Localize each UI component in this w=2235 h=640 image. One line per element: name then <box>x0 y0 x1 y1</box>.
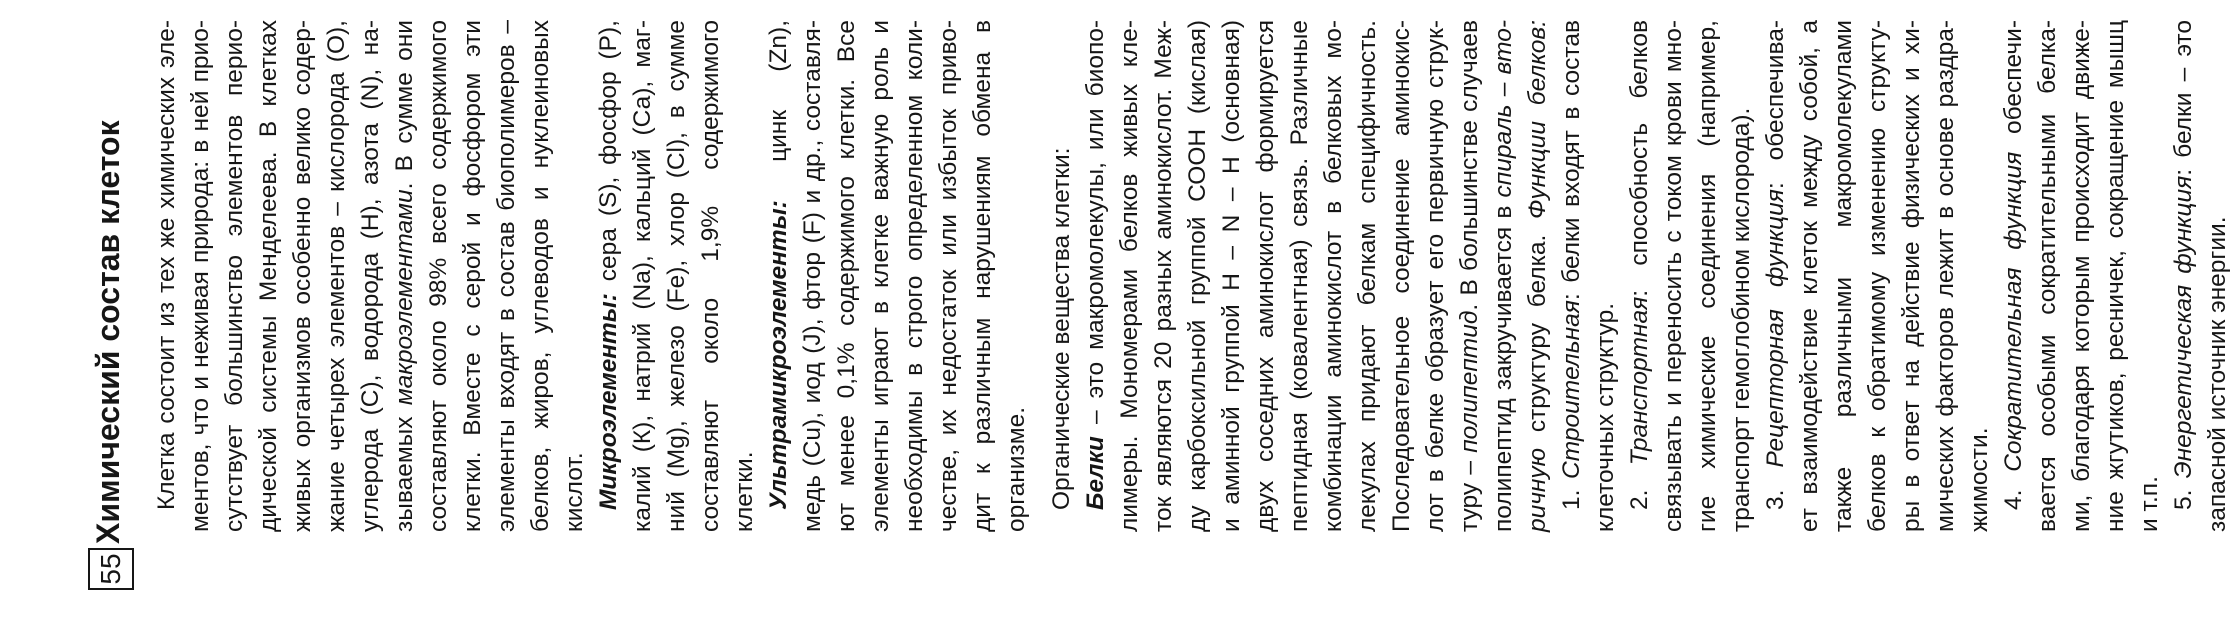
text-line <box>1895 20 1929 532</box>
text-line <box>218 20 252 532</box>
text-line <box>1861 20 1895 532</box>
text-segment: ет взаимодействие клеток между собой, а <box>1796 20 1823 532</box>
text-line <box>2167 20 2201 532</box>
text-segment: живых организмов особенно велико содер- <box>289 20 316 532</box>
text-segment: медь (Сu), иод (J), фтор (F) и др., составля- <box>799 20 826 532</box>
text-line <box>1555 20 1589 532</box>
text-segment: Ультрамикроэлементы: <box>765 200 792 510</box>
text-line <box>1929 20 1963 532</box>
text-line <box>762 20 796 532</box>
text-column-left <box>150 20 1034 532</box>
text-segment: составляют около 1,9% содержимого <box>697 20 724 532</box>
text-segment: клеточных структур. <box>1592 302 1619 532</box>
text-line <box>1521 20 1555 532</box>
text-segment: элементы играют в клетке важную роль и <box>867 20 894 532</box>
text-line <box>286 20 320 532</box>
text-line <box>1079 20 1113 532</box>
text-segment: : белки – это <box>2170 20 2197 176</box>
text-line <box>592 20 626 532</box>
text-segment: жимости. <box>1966 427 1993 532</box>
text-segment: также различными макромолекулами <box>1830 20 1857 532</box>
text-line <box>1419 20 1453 532</box>
text-segment: полипептид <box>1456 310 1483 453</box>
text-line <box>2031 20 2065 532</box>
text-segment: сутствует большинство элементов перио- <box>221 20 248 532</box>
text-line <box>2201 20 2235 532</box>
text-line <box>660 20 694 532</box>
text-line <box>1000 20 1034 532</box>
text-segment: Органические вещества клетки: <box>1048 147 1075 510</box>
text-line <box>1283 20 1317 532</box>
text-segment: 1. <box>1558 479 1585 510</box>
text-segment: спираль – вто- <box>1490 20 1517 198</box>
text-segment: 2. <box>1626 465 1653 510</box>
text-segment: : обеспечива- <box>1762 20 1789 190</box>
text-segment: сера (S), фосфор (Р), <box>595 20 622 294</box>
text-segment: туру – <box>1456 452 1483 532</box>
text-segment: структуру белка. <box>1524 218 1551 448</box>
text-segment: транспорт гемоглобином кислорода). <box>1728 107 1755 532</box>
text-segment: полипептид закручивается в <box>1490 197 1517 532</box>
text-segment: ментов, что и неживая природа: в ней прио- <box>187 20 214 532</box>
text-line <box>1759 20 1793 532</box>
text-segment: ют менее 0,1% содержимого клетки. Все <box>833 20 860 532</box>
text-line <box>728 20 762 532</box>
text-segment: обеспечи- <box>2000 20 2027 152</box>
page-number-box: 55 <box>88 548 134 590</box>
text-line <box>864 20 898 532</box>
text-segment: зываемых <box>391 405 418 532</box>
text-segment: ричную <box>1524 447 1551 532</box>
text-segment: . В сумме они <box>391 20 418 190</box>
text-line <box>184 20 218 532</box>
text-line <box>1589 20 1623 532</box>
text-segment: Рецепторная функция <box>1762 189 1789 468</box>
text-segment: запасной источник энергии. <box>2204 216 2231 532</box>
page-title: Химический состав клеток <box>90 120 126 544</box>
text-segment: Микроэлементы: <box>595 293 622 510</box>
text-segment: лекулах придают белкам специфичность. <box>1354 20 1381 532</box>
text-segment: и аминной группой Н – N – Н (основная) <box>1218 20 1245 532</box>
text-line <box>1827 20 1861 532</box>
text-segment: элементы входят в состав биополимеров – <box>493 20 520 532</box>
text-segment: комбинации аминокислот в белковых мо- <box>1320 20 1347 532</box>
text-segment: макроэлементами <box>391 189 418 406</box>
text-segment: белков к обратимому изменению структу- <box>1864 20 1891 532</box>
text-segment: лот в белке образует его первичную струк- <box>1422 20 1449 532</box>
text-line <box>694 20 728 532</box>
text-line <box>150 20 184 532</box>
text-segment: необходимы в строго определенном коли- <box>901 20 928 532</box>
text-segment: . В большинстве случаев <box>1456 20 1483 311</box>
text-segment: белков, жиров, углеводов и нуклеиновых <box>527 20 554 532</box>
text-segment: жание четырех элементов – кислорода (О), <box>323 20 350 532</box>
text-segment: организме. <box>1003 406 1030 532</box>
text-segment: Сократительная функция <box>2000 151 2027 472</box>
text-segment: и т.п. <box>2136 476 2163 532</box>
text-segment: ний (Mg), железо (Fe), хлор (Cl), в сумме <box>663 20 690 532</box>
text-line <box>490 20 524 532</box>
text-line <box>1793 20 1827 532</box>
text-line <box>2099 20 2133 532</box>
text-segment: Строительная <box>1558 300 1585 479</box>
text-line <box>796 20 830 532</box>
text-segment: пептидная (ковалентная) связь. Различные <box>1286 20 1313 532</box>
text-line <box>898 20 932 532</box>
text-segment: связывать и переносить с током крови мно- <box>1660 20 1687 532</box>
text-line <box>626 20 660 532</box>
text-segment: вается особыми сократительными белка- <box>2034 20 2061 532</box>
text-line <box>1385 20 1419 532</box>
text-segment: : белки входят в состав <box>1558 20 1585 301</box>
text-segment: двух соседних аминокислот формируется <box>1252 20 1279 532</box>
text-line <box>1725 20 1759 532</box>
text-line <box>2065 20 2099 532</box>
text-segment: ми, благодаря которым происходит движе- <box>2068 20 2095 532</box>
text-segment: 5. <box>2170 478 2197 510</box>
text-segment: ду карбоксильной группой СООН (кислая) <box>1184 20 1211 532</box>
text-line <box>966 20 1000 532</box>
text-segment: Белки <box>1082 436 1109 510</box>
text-line <box>422 20 456 532</box>
text-line <box>1963 20 1997 532</box>
text-segment: ры в ответ на действие физических и хи- <box>1898 20 1925 532</box>
text-segment: калий (К), натрий (Na), кальций (Са), маг- <box>629 20 656 532</box>
text-column-right <box>1045 20 2235 532</box>
text-line <box>320 20 354 532</box>
text-line <box>1997 20 2031 532</box>
text-segment: составляют около 98% всего содержимого <box>425 20 452 532</box>
text-segment: Энергетическая функция <box>2170 175 2197 479</box>
text-line <box>1317 20 1351 532</box>
text-segment: : способность белков <box>1626 20 1653 297</box>
text-line <box>1453 20 1487 532</box>
text-segment: Транспортная <box>1626 296 1653 466</box>
text-segment: гие химические соединения (например, <box>1694 20 1721 532</box>
text-segment: Функции белков: <box>1524 20 1551 219</box>
text-segment: честве, их недостаток или избыток приво- <box>935 20 962 532</box>
text-line <box>1351 20 1385 532</box>
text-line <box>1487 20 1521 532</box>
text-segment: клетки. Вместе с серой и фосфором эти <box>459 20 486 532</box>
text-segment: 4. <box>2000 471 2027 510</box>
text-line <box>1691 20 1725 532</box>
text-line <box>830 20 864 532</box>
text-line <box>558 20 592 532</box>
text-line <box>456 20 490 532</box>
text-line <box>1623 20 1657 532</box>
text-segment: клетки. <box>731 451 758 532</box>
text-segment: дической системы Менделеева. В клетках <box>255 20 282 532</box>
text-line <box>1147 20 1181 532</box>
text-line <box>252 20 286 532</box>
text-segment: мических факторов лежит в основе раздра- <box>1932 20 1959 532</box>
page-header <box>80 30 140 590</box>
text-segment: кислот. <box>561 452 588 532</box>
text-line <box>354 20 388 532</box>
text-segment: ток являются 20 разных аминокислот. Меж- <box>1150 20 1177 532</box>
text-segment: углерода (С), водорода (Н), азота (N), на- <box>357 20 384 532</box>
text-line <box>1045 20 1079 532</box>
text-segment: дит к различным нарушениям обмена в <box>969 20 996 532</box>
text-segment: – это макромолекулы, или биопо- <box>1082 20 1109 437</box>
text-line <box>1113 20 1147 532</box>
text-segment: Последовательное соединение аминокис- <box>1388 20 1415 532</box>
text-segment: лимеры. Мономерами белков живых кле- <box>1116 20 1143 532</box>
text-line <box>388 20 422 532</box>
text-line <box>1215 20 1249 532</box>
text-line <box>1249 20 1283 532</box>
text-segment: ние жгутиков, ресничек, сокращение мышц <box>2102 20 2129 532</box>
text-line <box>2133 20 2167 532</box>
text-line <box>524 20 558 532</box>
text-segment: цинк (Zn), <box>765 20 792 201</box>
text-line <box>1657 20 1691 532</box>
text-line <box>1181 20 1215 532</box>
text-segment: Клетка состоит из тех же химических эле- <box>153 20 180 510</box>
text-line <box>932 20 966 532</box>
text-segment: 3. <box>1762 467 1789 510</box>
